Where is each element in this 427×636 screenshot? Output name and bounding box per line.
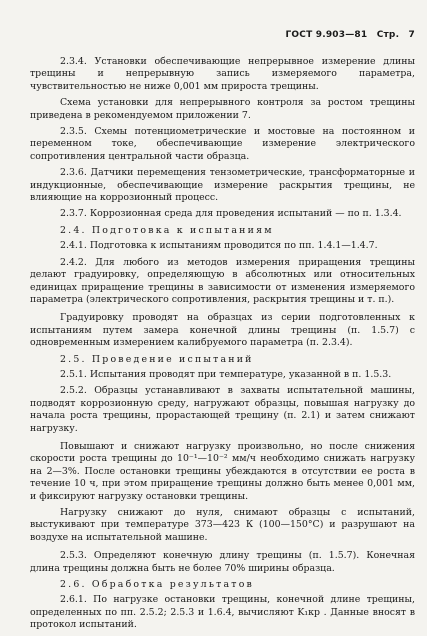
paragraph: 2.6.1. По нагрузке остановки трещины, конечной длине трещины, определенных по пп. 2.5.2; 2.5.3 и 1.6.4, вычисляют K₁кр . Данные вносят в протокол испытаний. (30, 594, 415, 631)
section-heading: 2.5. Проведение испытаний (60, 353, 254, 365)
paragraph: 2.3.4. Установки обеспечивающие непрерывное измерение длины трещины и непрерывную запись измеряемого параметра, чувствительностью не ниже 0,001 мм прироста трещины. (30, 56, 415, 92)
section-heading: 2.4. Подготовка к испытаниям (60, 224, 274, 236)
paragraph: Градуировку проводят на образцах из серии подготовленных к испытаниям путем замера конечной длины трещины (п. 1.5.7) с одновременным измерением калибруемого параметра (п. 2.3.4). (30, 312, 415, 349)
paragraph: Повышают и снижают нагрузку произвольно, но после снижения скорости роста трещины до 10⁻¹—10⁻² мм/ч необходимо снижать нагрузку на 2—3%. После остановки трещины убеждаются в отсутствии ее роста в течение 10 ч, при этом приращение трещины должно быть менее 0,001 мм, и фиксируют нагрузку остановки трещины. (30, 440, 415, 502)
paragraph: 2.4.1. Подготовка к испытаниям проводится по пп. 1.4.1—1.4.7. (60, 240, 378, 252)
paragraph: 2.3.5. Схемы потенциометрические и мостовые на постоянном и переменном токе, обеспечивающие измерение электрического сопротивления центральной части образца. (30, 126, 415, 162)
document-body (30, 56, 415, 636)
standard-number: ГОСТ 9.903—81 (285, 30, 368, 40)
paragraph: 2.5.2. Образцы устанавливают в захваты испытательной машины, подводят коррозионную среду, нагружают образцы, повышая нагрузку до начала роста трещины, прорастающей трещину (п. 2.1) и затем снижают нагрузку. (30, 385, 415, 434)
paragraph: Нагрузку снижают до нуля, снимают образцы с испытаний, выстукивают при температуре 373—423 К (100—150°С) и разрушают на воздухе на испытательной машине. (30, 507, 415, 543)
paragraph: 2.5.3. Определяют конечную длину трещины (п. 1.5.7). Конечная длина трещины должна быть не более 70% ширины образца. (30, 550, 415, 574)
paragraph: 2.3.6. Датчики перемещения тензометрические, трансформаторные и индукционные, обеспечивающие измерение раскрытия трещины, не влияющие на коррозионный процесс. (30, 167, 415, 204)
paragraph: 2.5.1. Испытания проводят при температуре, указанной в п. 1.5.3. (60, 368, 392, 380)
paragraph: Схема установки для непрерывного контроля за ростом трещины приведена в рекомендуемом приложении 7. (30, 97, 415, 121)
paragraph: 2.4.2. Для любого из методов измерения приращения трещины делают градуировку, определяющую в абсолютных или относительных единицах приращение трещины в зависимости от изменения измеряемого параметра (электрического сопротивления, раскрытия трещины и т. п.). (30, 256, 415, 305)
page-number: 7 (408, 30, 415, 40)
paragraph: 2.3.7. Коррозионная среда для проведения испытаний — по п. 1.3.4. (60, 208, 402, 220)
page-header (280, 30, 416, 40)
page-label: Стр. (376, 30, 400, 40)
section-heading: 2.6. Обработка результатов (60, 579, 255, 591)
